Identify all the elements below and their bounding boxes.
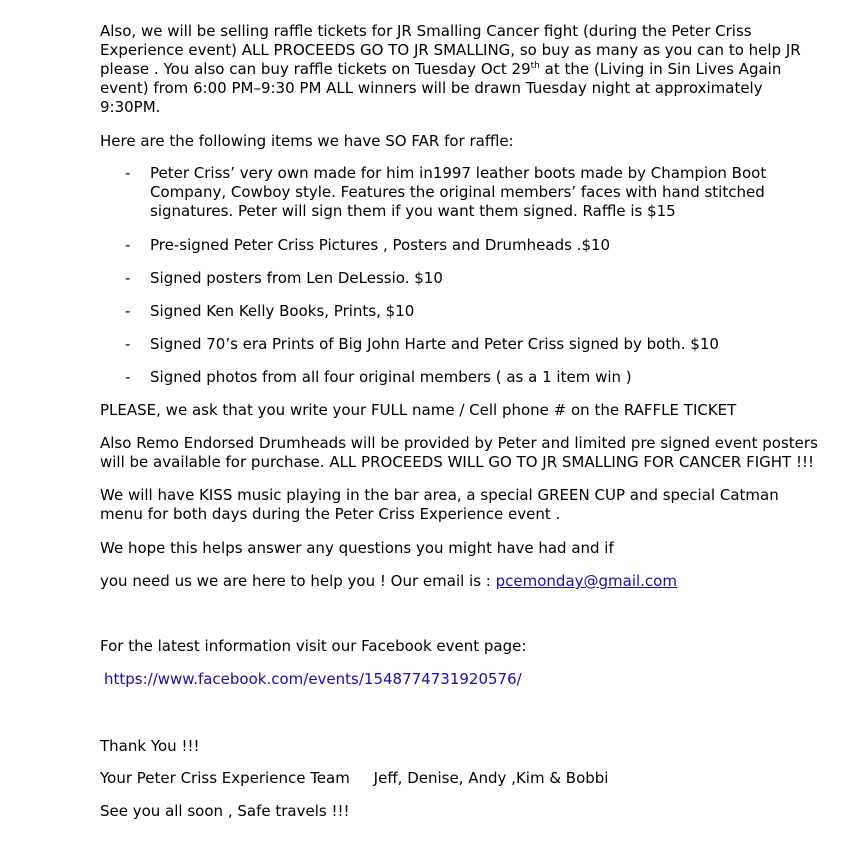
facebook-link-line (104, 670, 764, 689)
paragraph-line: Experience event) ALL PROCEEDS GO TO JR SMALLING, so buy as many as you can to help JR (100, 41, 801, 59)
email-link[interactable]: pcemonday@gmail.com (495, 572, 677, 590)
raffle-item-text (150, 368, 750, 387)
bullet-dash: - (125, 164, 131, 182)
paragraph-line (100, 60, 782, 79)
raffle-item-text (150, 164, 767, 221)
kiss-music-paragraph (100, 486, 779, 524)
paragraph-line: Also, we will be selling raffle tickets for JR Smalling Cancer fight (during the Peter Criss (100, 22, 752, 40)
bullet-dash: - (125, 368, 131, 386)
paragraph-line: event) from 6:00 PM–9:30 PM ALL winners will be drawn Tuesday night at approximately (100, 79, 763, 97)
bullet-dash: - (125, 302, 131, 320)
bullet-dash: - (125, 236, 131, 254)
items-intro: Here are the following items we have SO FAR for raffle: (100, 132, 514, 150)
date-text: please . You also can buy raffle tickets on Tuesday Oct 29 (100, 60, 531, 78)
thank-you: Thank You !!! (100, 737, 200, 755)
raffle-item-line: Pre-signed Peter Criss Pictures , Posters and Drumheads .$10 (150, 236, 611, 254)
raffle-item-line: Company, Cowboy style. Features the original members’ faces with hand stitched (150, 183, 765, 201)
raffle-item-line: Signed 70’s era Prints of Big John Harte and Peter Criss signed by both. $10 (150, 335, 719, 353)
raffle-ticket-note: PLEASE, we ask that you write your FULL name / Cell phone # on the RAFFLE TICKET (100, 401, 737, 419)
farewell-line: See you all soon , Safe travels !!! (100, 802, 350, 820)
ordinal-suffix: th (530, 61, 540, 71)
hope-line: We hope this helps answer any questions you might have had and if (100, 539, 614, 557)
event-text: at the (Living in Sin Lives Again (539, 60, 782, 78)
raffle-item-line: Signed Ken Kelly Books, Prints, $10 (150, 302, 415, 320)
bullet-dash: - (125, 335, 131, 353)
raffle-item-line: Signed photos from all four original members ( as a 1 item win ) (150, 368, 632, 386)
team-signature: Your Peter Criss Experience Team Jeff, Denise, Andy ,Kim & Bobbi (100, 769, 609, 787)
raffle-item-text (150, 269, 750, 288)
raffle-item-line: signatures. Peter will sign them if you want them signed. Raffle is $15 (150, 202, 676, 220)
paragraph-line: will be available for purchase. ALL PROCEEDS WILL GO TO JR SMALLING FOR CANCER FIGHT !!! (100, 453, 815, 471)
drumheads-paragraph (100, 434, 818, 472)
raffle-item-text (150, 236, 750, 255)
raffle-item-line: Peter Criss’ very own made for him in1997 leather boots made by Champion Boot (150, 164, 767, 182)
paragraph-line: 9:30PM. (100, 98, 161, 116)
raffle-item-text (150, 335, 750, 354)
facebook-event-link[interactable]: https://www.facebook.com/events/1548774731920576/ (104, 670, 522, 688)
bullet-dash: - (125, 269, 131, 287)
facebook-intro: For the latest information visit our Facebook event page: (100, 637, 527, 655)
paragraph-line: Also Remo Endorsed Drumheads will be provided by Peter and limited pre signed event posters (100, 434, 818, 452)
raffle-item-line: Signed posters from Len DeLessio. $10 (150, 269, 443, 287)
paragraph-line: menu for both days during the Peter Criss Experience event . (100, 505, 561, 523)
email-line (100, 572, 760, 591)
email-intro-text: you need us we are here to help you ! Our email is : (100, 572, 496, 590)
paragraph-line: We will have KISS music playing in the bar area, a special GREEN CUP and special Catman (100, 486, 779, 504)
raffle-item-text (150, 302, 750, 321)
raffle-announcement-paragraph (100, 22, 801, 117)
